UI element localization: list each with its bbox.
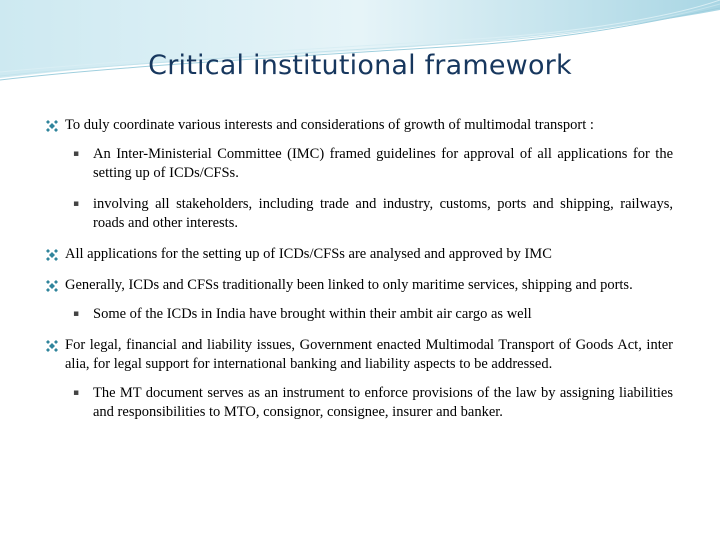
sub-bullet-item	[45, 195, 673, 233]
diamond-bullet-icon	[45, 248, 59, 262]
sub-bullet-text: involving all stakeholders, including trade and industry, customs, ports and shipping, railways, roads and other interests.	[93, 196, 673, 231]
slide-content	[45, 116, 673, 434]
sub-bullet-text: The MT document serves as an instrument to enforce provisions of the law by assigning liabilities and responsibilities to MTO, consignor, consignee, insurer and banker.	[93, 385, 673, 420]
sub-bullet-text: Some of the ICDs in India have brought within their ambit air cargo as well	[93, 306, 532, 322]
bullet-item	[45, 116, 673, 135]
sub-bullet-item	[45, 384, 673, 422]
sub-bullet-item	[45, 145, 673, 183]
slide-title: Critical institutional framework	[148, 50, 572, 81]
bullet-text: For legal, financial and liability issues, Government enacted Multimodal Transport of Goods Act, inter alia, for legal support for international banking and liability aspects to be addressed.	[65, 337, 673, 372]
diamond-bullet-icon	[45, 119, 59, 133]
sub-bullet-list	[45, 305, 673, 324]
sub-bullet-dot-icon: ▪	[73, 388, 80, 398]
bullet-text: All applications for the setting up of ICDs/CFSs are analysed and approved by IMC	[65, 246, 552, 262]
bullet-text: To duly coordinate various interests and considerations of growth of multimodal transport :	[65, 117, 594, 133]
bullet-item	[45, 245, 673, 264]
sub-bullet-text: An Inter-Ministerial Committee (IMC) framed guidelines for approval of all applications for the setting up of ICDs/CFSs.	[93, 146, 673, 181]
bullet-item	[45, 276, 673, 295]
diamond-bullet-icon	[45, 279, 59, 293]
sub-bullet-item	[45, 305, 673, 324]
diamond-bullet-icon	[45, 339, 59, 353]
sub-bullet-list	[45, 384, 673, 422]
sub-bullet-dot-icon: ▪	[73, 309, 80, 319]
sub-bullet-dot-icon: ▪	[73, 149, 80, 159]
bullet-text: Generally, ICDs and CFSs traditionally been linked to only maritime services, shipping and ports.	[65, 277, 633, 293]
sub-bullet-list	[45, 145, 673, 233]
bullet-item	[45, 336, 673, 374]
sub-bullet-dot-icon: ▪	[73, 199, 80, 209]
